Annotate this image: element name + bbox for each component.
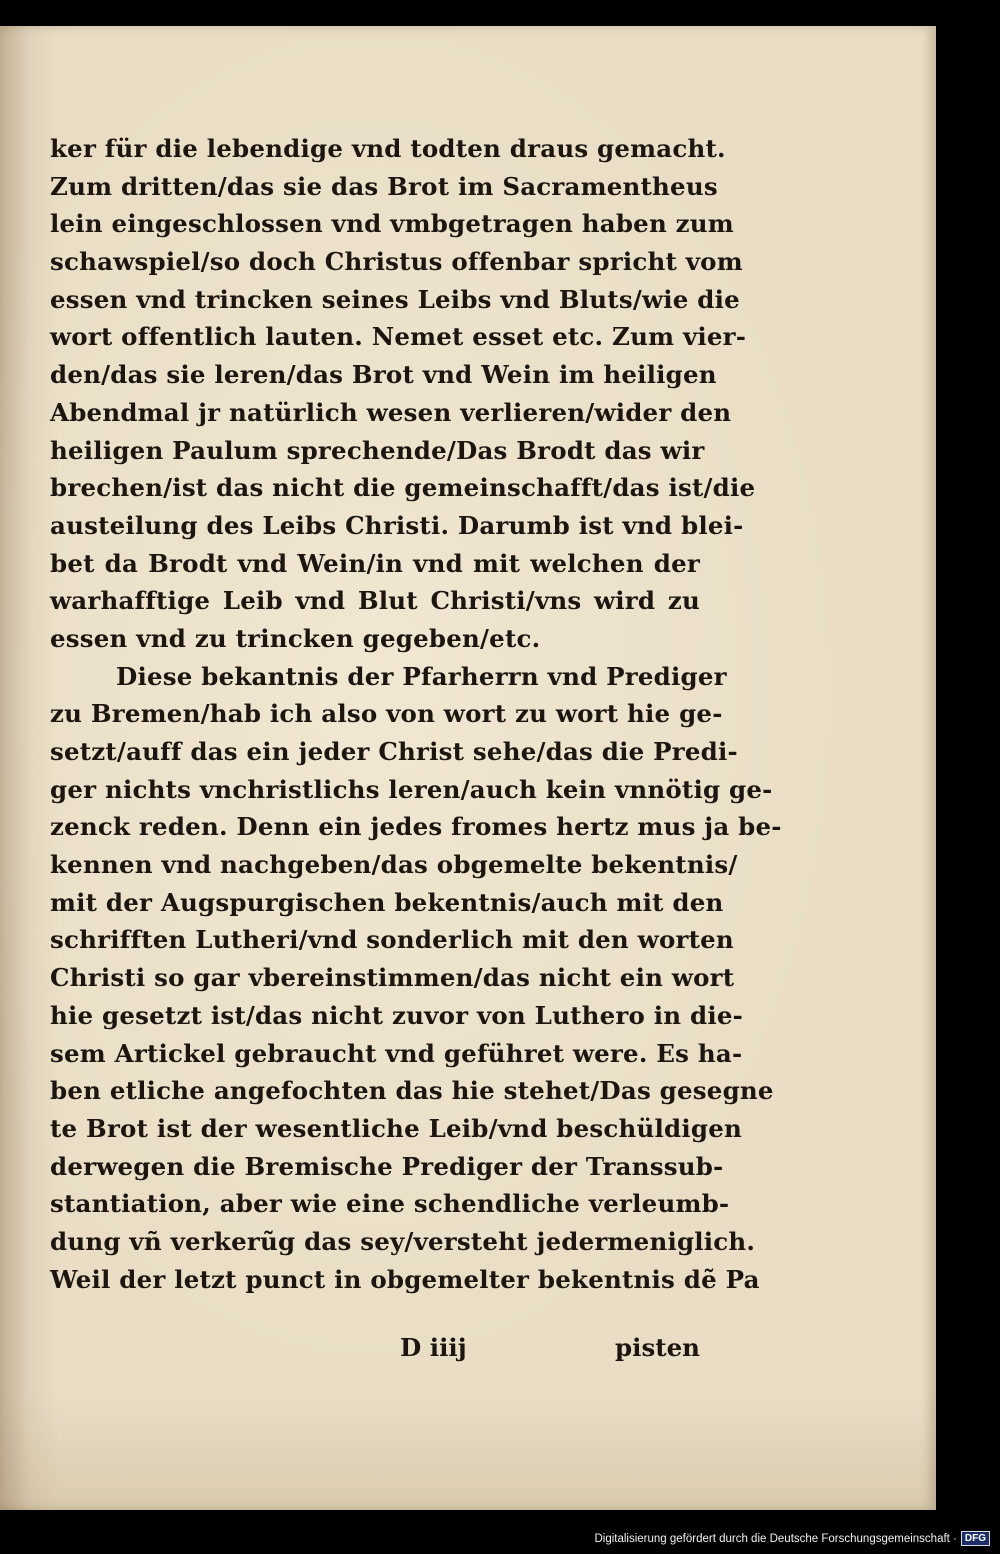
text-line: kennen vnd nachgeben/das obgemelte bekentnis/ — [50, 850, 738, 880]
text-line: wort offentlich lauten. Nemet esset etc. Zum vier- — [50, 322, 747, 352]
page-footer — [50, 1328, 700, 1368]
text-line: brechen/ist das nicht die gemeinschafft/das ist/die — [50, 473, 756, 503]
signature-mark: D iiij — [400, 1333, 467, 1362]
text-line: bet da Brodt vnd Wein/in vnd mit welchen der — [50, 548, 700, 578]
paragraph-start-line: Diese bekantnis der Pfarherrn vnd Prediger — [116, 661, 727, 691]
text-line: ben etliche angefochten das hie stehet/Das gesegne — [50, 1076, 774, 1106]
text-line: te Brot ist der wesentliche Leib/vnd beschüldigen — [50, 1113, 743, 1143]
text-line: ker für die lebendige vnd todten draus gemacht. — [50, 134, 726, 163]
text-line: schrifften Lutheri/vnd sonderlich mit den worten — [50, 925, 734, 955]
text-line: schawspiel/so doch Christus offenbar spricht vom — [50, 247, 743, 277]
text-line: setzt/auff das ein jeder Christ sehe/das die Predi- — [50, 737, 738, 766]
text-line: Zum dritten/das sie das Brot im Sacramentheus — [50, 171, 718, 201]
digitization-credit — [594, 1531, 990, 1546]
text-line: stantiation, aber wie eine schendliche verleumb- — [50, 1189, 730, 1219]
text-line: Weil der letzt punct in obgemelter bekentnis dẽ Pa — [50, 1264, 760, 1294]
text-line: dung vñ verkerũg das sey/versteht jedermeniglich. — [50, 1226, 756, 1256]
text-line: Abendmal jr natürlich wesen verlieren/wider den — [50, 397, 732, 427]
text-line: ger nichts vnchristlichs leren/auch kein vnnötig ge- — [50, 774, 773, 804]
text-line: warhafftige Leib vnd Blut Christi/vns wird zu — [50, 586, 700, 616]
text-line: essen vnd zu trincken gegeben/etc. — [50, 623, 541, 653]
text-line: austeilung des Leibs Christi. Darumb ist vnd blei- — [50, 510, 744, 540]
text-line: zenck reden. Denn ein jedes fromes hertz mus ja be- — [50, 812, 782, 842]
text-line: hie gesetzt ist/das nicht zuvor von Luthero in die- — [50, 1000, 744, 1030]
book-page — [0, 26, 936, 1510]
credit-text: Digitalisierung gefördert durch die Deutsche Forschungsgemeinschaft · — [594, 1532, 957, 1545]
text-line: heiligen Paulum sprechende/Das Brodt das wir — [50, 435, 705, 465]
text-line: den/das sie leren/das Brot vnd Wein im heiligen — [50, 360, 717, 390]
text-line: lein eingeschlossen vnd vmbgetragen haben zum — [50, 209, 734, 239]
text-line: essen vnd trincken seines Leibs vnd Bluts/wie die — [50, 284, 740, 314]
text-line: zu Bremen/hab ich also von wort zu wort hie ge- — [50, 699, 723, 729]
page-text — [50, 130, 782, 1298]
text-line: Christi so gar vbereinstimmen/das nicht ein wort — [50, 963, 735, 993]
dfg-logo: DFG — [961, 1531, 990, 1546]
text-line: mit der Augspurgischen bekentnis/auch mit den — [50, 887, 724, 917]
catchword: pisten — [615, 1333, 700, 1362]
text-line: derwegen die Bremische Prediger der Transsub- — [50, 1151, 724, 1181]
text-line: sem Artickel gebraucht vnd geführet were. Es ha- — [50, 1038, 743, 1068]
